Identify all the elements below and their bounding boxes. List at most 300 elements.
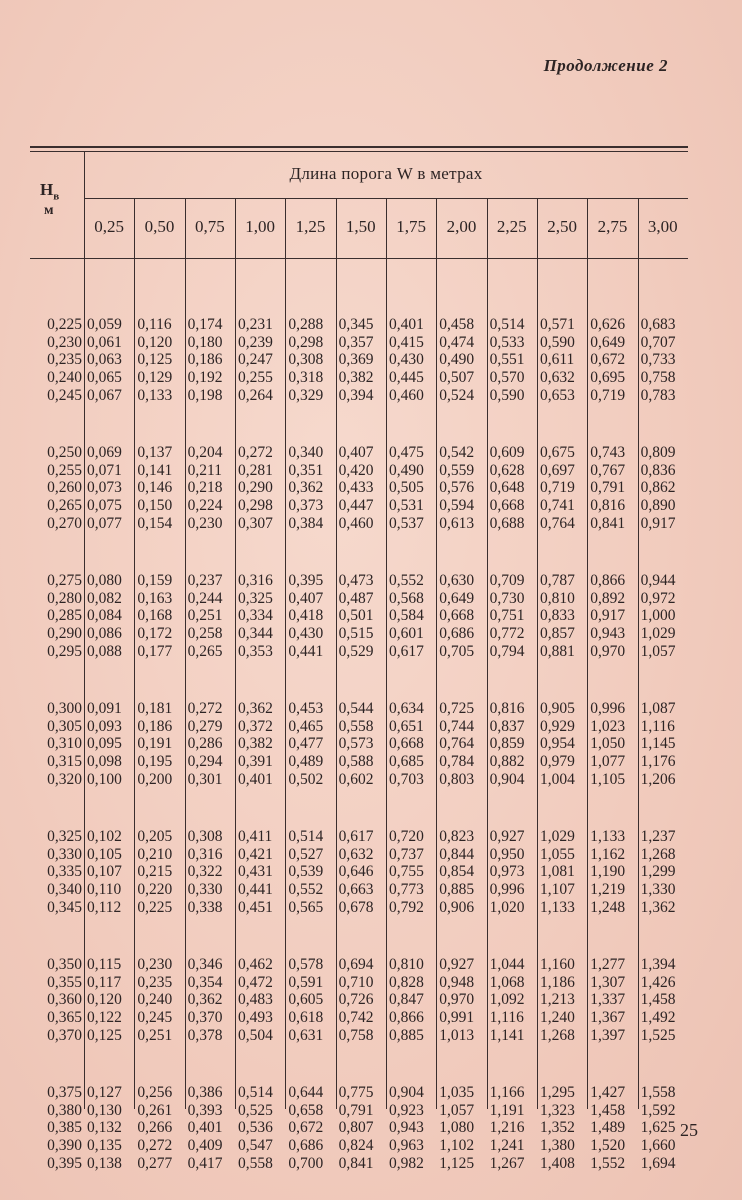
table-cell: 1,125 [439,1154,475,1172]
table-cell: 0,362 [187,991,223,1009]
table-cell: 0,129 [137,369,173,387]
table-cell: 0,354 [187,973,223,991]
table-cell: 0,591 [288,973,324,991]
table-cell: 0,198 [187,386,223,404]
table-cell: 0,927 [489,828,525,845]
table-cell: 0,755 [388,863,424,881]
header-bottom-rule [30,258,688,259]
table-cell: 1,458 [590,1101,626,1119]
table-cell: 0,266 [137,1119,173,1137]
row-head-value: 0,330 [47,845,82,863]
table-cell: 0,133 [137,386,173,404]
table-cell: 0,963 [388,1137,424,1155]
table-row [30,351,690,369]
table-cell: 0,828 [388,973,424,991]
table-cell: 0,628 [489,461,525,479]
table-cell: 0,318 [288,369,324,387]
table-cell: 0,251 [137,1026,173,1044]
table-cell: 0,298 [288,333,324,351]
table-cell: 0,180 [187,333,223,351]
table-cell: 0,792 [388,898,424,916]
table-cell: 0,794 [489,642,525,660]
table-cell: 1,552 [590,1154,626,1172]
table-cell: 1,558 [640,1084,676,1101]
table-cell: 0,391 [237,753,273,771]
table-row [30,316,690,334]
table-cell: 0,401 [237,770,273,788]
table-cell: 0,943 [388,1119,424,1137]
table-cell: 0,272 [137,1137,173,1155]
table-cell: 0,784 [439,753,475,771]
table-cell: 0,353 [237,642,273,660]
table-cell: 1,248 [590,898,626,916]
table-cell: 0,245 [137,1009,173,1027]
table-cell: 1,077 [590,753,626,771]
table-cell: 0,787 [539,572,575,589]
table-cell: 1,380 [539,1137,575,1155]
table-cell: 0,719 [590,386,626,404]
table-cell: 0,235 [137,973,173,991]
table-cell: 0,695 [590,369,626,387]
table-cell: 0,373 [288,497,324,515]
row-head-value: 0,355 [47,973,82,991]
table-cell: 0,668 [489,497,525,515]
table-cell: 0,733 [640,351,676,369]
row-head-value: 0,255 [47,461,82,479]
table-cell: 0,138 [87,1154,122,1172]
table-cell: 0,890 [640,497,676,515]
table-cell: 0,307 [237,514,273,532]
table-cell: 0,943 [590,625,626,643]
table-cell: 0,150 [137,497,173,515]
table-cell: 0,683 [640,316,676,333]
table-cell: 0,885 [439,881,475,899]
table-cell: 1,145 [640,735,676,753]
table-cell: 0,230 [137,956,173,973]
table-cell: 0,177 [137,642,173,660]
table-cell: 0,816 [590,497,626,515]
row-head-value: 0,290 [47,625,82,643]
table-row [30,1084,690,1102]
column-header: 0,25 [94,217,125,236]
table-cell: 0,279 [187,717,223,735]
table-cell: 0,611 [539,351,575,369]
row-head-value: 0,345 [47,898,82,916]
table-cell: 0,298 [237,497,273,515]
table-cell: 1,162 [590,845,626,863]
table-cell: 0,730 [489,589,525,607]
table-cell: 0,568 [388,589,424,607]
table-cell: 0,218 [187,479,223,497]
table-cell: 0,504 [237,1026,273,1044]
row-header-unit: м [44,203,54,218]
column-header: 1,25 [295,217,326,236]
table-cell: 0,686 [439,625,475,643]
table-cell: 1,116 [489,1009,524,1027]
column-header: 2,00 [446,217,477,236]
column-header: 2,50 [547,217,577,236]
column-header: 0,50 [144,217,175,236]
table-row [30,846,690,864]
table-cell: 0,458 [439,316,475,333]
table-cell: 0,490 [388,461,424,479]
table-cell: 0,973 [489,863,525,881]
table-cell: 0,098 [87,753,122,771]
row-head-value: 0,350 [47,956,82,973]
table-row [30,479,690,497]
table-cell: 0,345 [338,316,374,333]
table-cell: 0,651 [388,717,424,735]
table-cell: 0,866 [590,572,626,589]
table-cell: 0,382 [338,369,374,387]
table-cell: 0,904 [489,770,525,788]
table-cell: 0,247 [237,351,273,369]
table-cell: 0,892 [590,589,626,607]
table-cell: 0,265 [187,642,223,660]
table-cell: 0,338 [187,898,223,916]
table-cell: 0,451 [237,898,273,916]
table-cell: 0,294 [187,753,223,771]
table-cell: 0,088 [87,642,122,660]
table-cell: 0,923 [388,1101,424,1119]
table-cell: 0,382 [237,735,273,753]
table-cell: 0,810 [388,956,424,973]
table-cell: 0,929 [539,717,575,735]
table-cell: 0,972 [640,589,676,607]
table-cell: 0,542 [439,444,475,461]
table-cell: 0,514 [489,316,525,333]
table-cell: 0,277 [137,1154,173,1172]
table-cell: 0,163 [137,589,173,607]
table-cell: 0,758 [338,1026,374,1044]
table-cell: 1,133 [590,828,626,845]
table-cell: 1,087 [640,700,676,717]
table-cell: 0,601 [388,625,424,643]
row-head-value: 0,230 [47,333,82,351]
table-cell: 0,644 [288,1084,324,1101]
table-cell: 0,063 [87,351,122,369]
row-head-value: 0,325 [47,828,82,845]
table-cell: 1,323 [539,1101,575,1119]
page-number: 25 [680,1120,698,1140]
table-cell: 0,507 [439,369,475,387]
table-cell: 0,172 [137,625,173,643]
table-cell: 0,132 [87,1119,122,1137]
table-cell: 0,362 [288,479,324,497]
column-header: 1,75 [396,217,426,236]
table-cell: 0,544 [338,700,374,717]
table-cell: 0,617 [388,642,424,660]
table-cell: 1,044 [489,956,525,973]
table-cell: 1,057 [439,1101,475,1119]
table-cell: 0,862 [640,479,676,497]
table-row [30,497,690,515]
continuation-label: Продолжение 2 [543,56,668,75]
table-cell: 1,397 [590,1026,626,1044]
table-cell: 1,337 [590,991,626,1009]
table-cell: 0,357 [338,333,374,351]
table-cell: 0,502 [288,770,324,788]
table-cell: 0,475 [388,444,424,461]
table-cell: 0,613 [439,514,475,532]
table-cell: 1,206 [640,770,676,788]
table-cell: 0,573 [338,735,374,753]
table-cell: 0,527 [288,845,324,863]
table-cell: 1,694 [640,1154,676,1172]
table-cell: 0,823 [439,828,475,845]
table-cell: 0,710 [338,973,374,991]
table-cell: 1,116 [640,717,675,735]
table-cell: 0,857 [539,625,575,643]
table-cell: 1,352 [539,1119,575,1137]
table-cell: 0,944 [640,572,676,589]
table-row [30,863,690,881]
column-header: 1,50 [345,217,376,236]
table-cell: 1,277 [590,956,626,973]
table-cell: 0,881 [539,642,575,660]
table-cell: 0,473 [338,572,374,589]
table-cell: 0,378 [187,1026,223,1044]
table-cell: 1,055 [539,845,575,863]
table-cell: 0,571 [539,316,575,333]
table-cell: 1,330 [640,881,676,899]
table-cell: 1,427 [590,1084,626,1101]
table-cell: 0,220 [137,881,173,899]
table-cell: 0,322 [187,863,223,881]
table-cell: 0,773 [388,881,424,899]
table-cell: 0,308 [187,828,223,845]
table-cell: 0,200 [137,770,173,788]
table-row [30,1009,690,1027]
table-cell: 0,726 [338,991,374,1009]
row-head-value: 0,280 [47,589,82,607]
table-cell: 0,531 [388,497,424,515]
row-head-value: 0,335 [47,863,82,881]
table-cell: 1,191 [489,1101,525,1119]
table-cell: 0,672 [288,1119,324,1137]
table-cell: 0,764 [439,735,475,753]
table-row [30,444,690,462]
table-cell: 0,084 [87,607,122,625]
table-cell: 0,539 [288,863,324,881]
row-head-value: 0,320 [47,770,82,788]
table-cell: 0,552 [388,572,424,589]
row-head-value: 0,275 [47,572,82,589]
table-cell: 0,411 [237,828,273,845]
table-cell: 1,660 [640,1137,676,1155]
table-cell: 0,137 [137,444,173,461]
table-cell: 0,325 [237,589,273,607]
table-cell: 0,204 [187,444,223,461]
table-top-rule [30,146,688,148]
row-head-value: 0,305 [47,717,82,735]
table-cell: 0,533 [489,333,525,351]
table-cell: 0,120 [87,991,122,1009]
column-header: 2,75 [597,217,628,236]
table-cell: 0,558 [338,717,374,735]
table-cell: 0,290 [237,479,273,497]
table-cell: 0,061 [87,333,122,351]
table-cell: 0,844 [439,845,475,863]
table-cell: 1,268 [640,845,676,863]
row-head-value: 0,370 [47,1026,82,1044]
table-cell: 0,948 [439,973,475,991]
table-row [30,1027,690,1045]
row-head-value: 0,295 [47,642,82,660]
table-cell: 0,192 [187,369,223,387]
table-cell: 0,351 [288,461,324,479]
table-cell: 0,230 [187,514,223,532]
table-cell: 0,421 [237,845,273,863]
table-cell: 0,141 [137,461,173,479]
table-cell: 0,154 [137,514,173,532]
table-cell: 0,658 [288,1101,324,1119]
table-cell: 0,477 [288,735,324,753]
table-cell: 0,420 [338,461,374,479]
table-cell: 0,441 [288,642,324,660]
table-cell: 0,904 [388,1084,424,1101]
table-cell: 0,115 [87,956,122,973]
column-header: 0,75 [194,217,225,236]
table-cell: 0,570 [489,369,525,387]
table-cell: 0,824 [338,1137,374,1155]
table-cell: 0,316 [237,572,273,589]
row-header-symbol: $H_в$ [40,180,60,203]
table-cell: 0,927 [439,956,475,973]
table-cell: 1,029 [539,828,575,845]
table-cell: 1,068 [489,973,525,991]
table-cell: 0,632 [338,845,374,863]
table-cell: 0,809 [640,444,676,461]
table-cell: 0,415 [388,333,424,351]
table-cell: 0,810 [539,589,575,607]
table-row [30,462,690,480]
table-cell: 1,237 [640,828,676,845]
table-row [30,881,690,899]
table-cell: 1,023 [590,717,626,735]
table-cell: 0,407 [288,589,324,607]
table-cell: 0,505 [388,479,424,497]
table-cell: 0,483 [237,991,273,1009]
table-top-rule-thin [30,151,688,152]
table-cell: 0,882 [489,753,525,771]
table-cell: 0,565 [288,898,324,916]
table-cell: 0,854 [439,863,475,881]
row-head-value: 0,250 [47,444,82,461]
table-cell: 0,632 [539,369,575,387]
table-cell: 0,369 [338,351,374,369]
table-cell: 1,186 [539,973,575,991]
table-cell: 0,441 [237,881,273,899]
table-cell: 0,237 [187,572,223,589]
table-cell: 0,462 [237,956,273,973]
table-cell: 0,261 [137,1101,173,1119]
table-cell: 0,501 [338,607,374,625]
row-head-value: 0,260 [47,479,82,497]
table-row [30,1119,690,1137]
table-cell: 0,847 [388,991,424,1009]
table-cell: 0,127 [87,1084,122,1101]
table-cell: 0,091 [87,700,122,717]
row-head-value: 0,270 [47,514,82,532]
table-cell: 0,394 [338,386,374,404]
table-row [30,899,690,917]
table-cell: 0,688 [489,514,525,532]
table-cell: 1,092 [489,991,525,1009]
table-cell: 0,130 [87,1101,122,1119]
table-cell: 0,783 [640,386,676,404]
table-cell: 1,013 [439,1026,475,1044]
table-cell: 0,135 [87,1137,122,1155]
table-cell: 1,105 [590,770,626,788]
table-cell: 0,244 [187,589,223,607]
table-row [30,607,690,625]
table-cell: 0,215 [137,863,173,881]
table-cell: 0,474 [439,333,475,351]
table-cell: 0,950 [489,845,525,863]
table-cell: 0,725 [439,700,475,717]
table-cell: 0,370 [187,1009,223,1027]
table-cell: 0,093 [87,717,122,735]
table-cell: 1,219 [590,881,626,899]
table-cell: 1,160 [539,956,575,973]
table-cell: 0,490 [439,351,475,369]
table-cell: 0,744 [439,717,475,735]
table-cell: 0,301 [187,770,223,788]
table-cell: 0,742 [338,1009,374,1027]
table-cell: 0,649 [590,333,626,351]
table-cell: 0,646 [338,863,374,881]
table-cell: 0,678 [338,898,374,916]
table-cell: 0,077 [87,514,122,532]
table-cell: 0,807 [338,1119,374,1137]
table-cell: 1,458 [640,991,676,1009]
table-cell: 0,125 [137,351,173,369]
table-cell: 0,996 [590,700,626,717]
table-cell: 1,000 [640,607,676,625]
table-cell: 0,082 [87,589,122,607]
table-cell: 0,525 [237,1101,273,1119]
table-cell: 0,346 [187,956,223,973]
table-cell: 0,709 [489,572,525,589]
table-cell: 0,409 [187,1137,223,1155]
table-cell: 1,050 [590,735,626,753]
table-cell: 0,095 [87,735,122,753]
table-cell: 0,125 [87,1026,122,1044]
table-cell: 0,401 [187,1119,223,1137]
table-cell: 0,071 [87,461,122,479]
table-cell: 0,225 [137,898,173,916]
table-row [30,1102,690,1120]
table-row [30,974,690,992]
table-cell: 1,081 [539,863,575,881]
table-cell: 0,917 [590,607,626,625]
table-row [30,515,690,533]
table-cell: 0,737 [388,845,424,863]
table-cell: 1,176 [640,753,676,771]
table-cell: 0,954 [539,735,575,753]
row-head-value: 0,365 [47,1009,82,1027]
table-cell: 0,885 [388,1026,424,1044]
table-cell: 1,216 [489,1119,525,1137]
table-cell: 0,329 [288,386,324,404]
table-row [30,334,690,352]
table-cell: 0,272 [187,700,223,717]
table-cell: 0,705 [439,642,475,660]
table-cell: 1,592 [640,1101,676,1119]
table-cell: 0,833 [539,607,575,625]
table-cell: 0,195 [137,753,173,771]
